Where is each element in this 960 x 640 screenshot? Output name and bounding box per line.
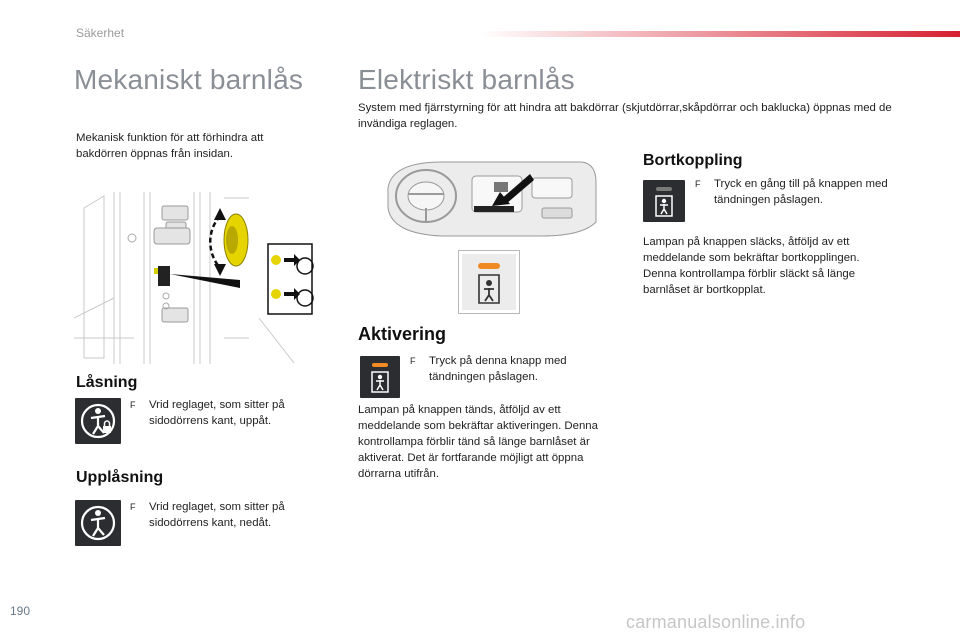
bullet-mark: F (410, 356, 416, 366)
child-lock-button-off-icon (643, 180, 685, 222)
unlocking-heading: Upplåsning (76, 469, 164, 486)
locking-text: Vrid reglaget, som sitter på sidodörrens kant, uppåt. (149, 399, 285, 427)
child-lock-unlocked-icon (75, 500, 121, 546)
bullet-mark: F (130, 400, 136, 410)
activation-instruction (410, 353, 610, 387)
mechanical-title: Mekaniskt barnlås (74, 64, 304, 95)
locking-heading: Låsning (76, 374, 138, 391)
activation-heading: Aktivering (358, 324, 447, 344)
locking-instruction (130, 397, 310, 431)
door-child-lock-illustration (74, 188, 324, 366)
electric-intro: System med fjärrstyrning för att hindra att bakdörrar (skjutdörrar,skåpdörrar och baklucka) öppnas med de invändiga reglagen. (358, 102, 892, 130)
lamp-indicator (478, 263, 500, 269)
header-accent-bar (480, 31, 960, 37)
bullet-mark: F (695, 179, 701, 189)
unlocking-text: Vrid reglaget, som sitter på sidodörrens kant, nedåt. (149, 501, 285, 529)
activation-text: Tryck på denna knapp med tändningen påslagen. (429, 355, 567, 383)
deactivation-heading: Bortkoppling (643, 152, 743, 169)
electric-title: Elektriskt barnlås (358, 64, 575, 95)
child-lock-locked-icon (75, 398, 121, 444)
deactivation-instruction (695, 176, 915, 210)
child-lock-symbol-icon (475, 273, 503, 305)
page-number: 190 (10, 604, 31, 618)
deactivation-result: Lampan på knappen släcks, åtföljd av ett meddelande som bekräftar bortkopplingen. Denna kontrollampa förblir släckt så länge barnlåset är bortkopplat. (643, 236, 860, 296)
unlocking-instruction (130, 499, 310, 533)
section-label: Säkerhet (76, 26, 125, 40)
bullet-mark: F (130, 502, 136, 512)
mechanical-intro: Mekanisk funktion för att förhindra att bakdörren öppnas från insidan. (76, 132, 264, 160)
child-lock-button-illustration (458, 250, 520, 314)
watermark: carmanualsonline.info (626, 612, 806, 632)
child-lock-button-lit-icon (360, 356, 400, 398)
dashboard-illustration (382, 158, 600, 240)
activation-result: Lampan på knappen tänds, åtföljd av ett meddelande som bekräftar aktiveringen. Denna kontrollampa förblir tänd så länge barnlåset är aktiverat. Det är fortfarande möjligt att öppna dörrarna utifrån. (358, 404, 598, 480)
deactivation-text: Tryck en gång till på knappen med tändningen påslagen. (714, 178, 888, 206)
